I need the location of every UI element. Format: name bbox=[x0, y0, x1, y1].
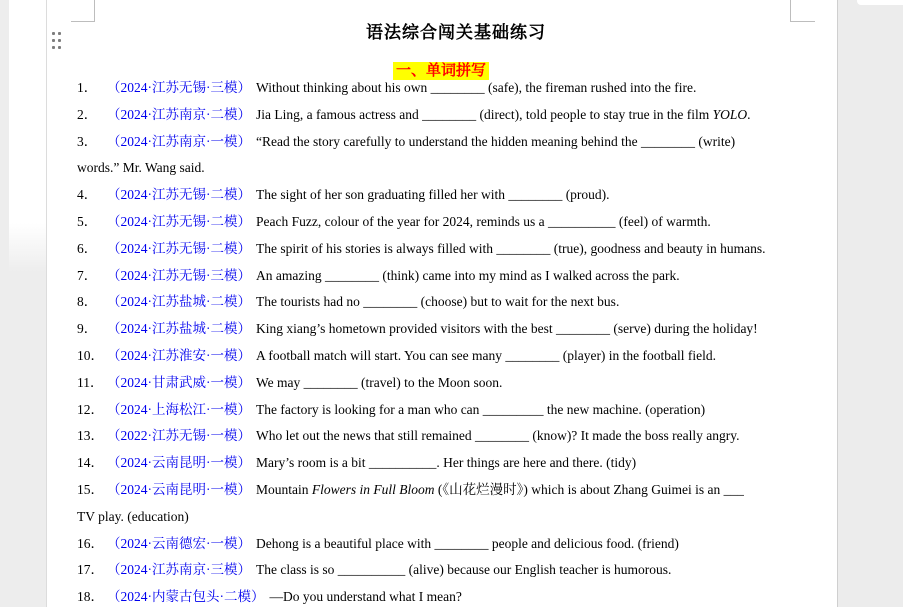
exam-source-tag: （2024·甘肃武威·一模） bbox=[107, 374, 251, 390]
item-number: 1． bbox=[77, 80, 98, 95]
exercise-item-3[interactable] bbox=[77, 129, 791, 156]
exercise-item-9[interactable] bbox=[77, 316, 791, 343]
exam-source-tag: （2024·江苏南京·三模） bbox=[107, 562, 251, 578]
item-number: 14． bbox=[77, 455, 104, 471]
exercise-item-17[interactable] bbox=[77, 557, 791, 584]
item-number: 6． bbox=[77, 240, 98, 256]
exercise-line bbox=[77, 263, 680, 290]
item-text: Without thinking about his own ________ (safe), the fireman rushed into the fire. bbox=[256, 80, 697, 95]
item-text: Jia Ling, a famous actress and ________ (direct), told people to stay true in the film bbox=[256, 106, 713, 122]
exercise-line bbox=[77, 155, 205, 182]
document-page[interactable] bbox=[46, 0, 838, 607]
exercise-item-2[interactable] bbox=[77, 102, 791, 129]
item-text: Mountain bbox=[256, 481, 312, 497]
drag-handle-icon[interactable] bbox=[52, 32, 66, 50]
item-number: 12． bbox=[77, 401, 104, 417]
item-text: We may ________ (travel) to the Moon soon. bbox=[256, 374, 503, 390]
exercise-item-13[interactable] bbox=[77, 423, 791, 450]
exam-source-tag: （2024·云南昆明·一模） bbox=[107, 481, 251, 497]
exercise-line bbox=[77, 557, 671, 584]
left-margin-area bbox=[0, 0, 46, 607]
exercise-line bbox=[77, 75, 696, 102]
crop-mark-top-left-icon bbox=[71, 0, 95, 22]
exam-source-tag: （2024·江苏淮安·一模） bbox=[107, 347, 251, 363]
item-number: 4． bbox=[77, 187, 98, 203]
exercise-item-11[interactable] bbox=[77, 370, 791, 397]
item-number: 7． bbox=[77, 267, 98, 283]
exercise-item-12[interactable] bbox=[77, 397, 791, 424]
exam-source-tag: （2024·云南昆明·一模） bbox=[107, 455, 251, 471]
exam-source-tag: （2024·江苏无锡·二模） bbox=[107, 213, 251, 229]
item-number: 16． bbox=[77, 535, 104, 551]
left-margin-white-panel bbox=[9, 0, 46, 272]
exercise-item-3-continued[interactable] bbox=[77, 155, 791, 182]
exam-source-tag: （2024·江苏盐城·二模） bbox=[107, 294, 251, 310]
exercise-item-7[interactable] bbox=[77, 263, 791, 290]
exercise-item-10[interactable] bbox=[77, 343, 791, 370]
item-text: An amazing ________ (think) came into my mind as I walked across the park. bbox=[256, 267, 680, 283]
item-number: 3． bbox=[77, 133, 98, 149]
item-text: YOLO bbox=[712, 106, 748, 122]
exercise-item-14[interactable] bbox=[77, 450, 791, 477]
exercise-line bbox=[77, 584, 462, 607]
exercise-line bbox=[77, 423, 740, 450]
exam-source-tag: （2024·上海松江·一模） bbox=[107, 401, 251, 417]
exercise-line bbox=[77, 370, 502, 397]
page-title: 语法综合闯关基础练习 bbox=[366, 23, 546, 42]
exercise-line bbox=[77, 102, 751, 129]
item-number: 13． bbox=[77, 428, 104, 444]
item-number: 9． bbox=[77, 321, 98, 337]
exam-source-tag: （2024·江苏无锡·三模） bbox=[107, 80, 251, 95]
item-text: words.” Mr. Wang said. bbox=[77, 160, 205, 176]
exam-source-tag: （2024·江苏南京·一模） bbox=[107, 133, 251, 149]
exercise-line bbox=[77, 316, 758, 343]
exercise-line bbox=[77, 343, 716, 370]
item-text: “Read the story carefully to understand the hidden meaning behind the ________ (write) bbox=[256, 133, 736, 149]
item-text: The class is so __________ (alive) because our English teacher is humorous. bbox=[256, 562, 672, 578]
item-text: King xiang’s hometown provided visitors with the best ________ (serve) during the holiday! bbox=[256, 321, 758, 337]
exam-source-tag: （2022·江苏无锡·一模） bbox=[107, 428, 251, 444]
exercise-line bbox=[77, 209, 711, 236]
item-number: 15． bbox=[77, 481, 104, 497]
item-text: Who let out the news that still remained ________ (know)? It made the boss really angry. bbox=[256, 428, 740, 444]
exercise-item-1[interactable] bbox=[77, 75, 791, 102]
exercise-line bbox=[77, 236, 766, 263]
item-text: TV play. (education) bbox=[77, 508, 189, 524]
exercise-line bbox=[77, 450, 636, 477]
exercise-item-4[interactable] bbox=[77, 182, 791, 209]
exercise-item-16[interactable] bbox=[77, 531, 791, 558]
item-number: 10． bbox=[77, 347, 104, 363]
exercise-item-15-continued[interactable] bbox=[77, 504, 791, 531]
section-heading-highlight: 一、单词拼写 bbox=[393, 62, 489, 80]
item-number: 11． bbox=[77, 374, 104, 390]
item-text: (《山花烂漫时》) which is about Zhang Guimei is an ___ bbox=[434, 481, 744, 497]
exercise-list bbox=[77, 75, 791, 607]
item-number: 8． bbox=[77, 294, 98, 310]
exercise-item-6[interactable] bbox=[77, 236, 791, 263]
exercise-line bbox=[77, 477, 744, 504]
top-right-panel-corner bbox=[857, 0, 906, 5]
item-text: . bbox=[747, 106, 751, 122]
item-number: 5． bbox=[77, 213, 98, 229]
exercise-line bbox=[77, 129, 735, 156]
item-text: A football match will start. You can see many ________ (player) in the football field. bbox=[256, 347, 717, 363]
exam-source-tag: （2024·江苏无锡·三模） bbox=[107, 267, 251, 283]
exercise-line bbox=[77, 531, 679, 558]
exam-source-tag: （2024·江苏南京·二模） bbox=[107, 106, 251, 122]
right-app-background bbox=[838, 0, 906, 607]
exercise-line bbox=[77, 504, 189, 531]
exercise-item-5[interactable] bbox=[77, 209, 791, 236]
exercise-item-8[interactable] bbox=[77, 289, 791, 316]
exam-source-tag: （2024·内蒙古包头·二模） bbox=[107, 589, 265, 605]
item-text: Dehong is a beautiful place with ________ people and delicious food. (friend) bbox=[256, 535, 679, 551]
exercise-item-18[interactable] bbox=[77, 584, 791, 607]
item-text: The tourists had no ________ (choose) but to wait for the next bus. bbox=[256, 294, 620, 310]
item-text: The spirit of his stories is always filled with ________ (true), goodness and beauty in humans. bbox=[256, 240, 766, 256]
item-text: The factory is looking for a man who can _________ the new machine. (operation) bbox=[256, 401, 706, 417]
exercise-line bbox=[77, 397, 705, 424]
item-text: The sight of her son graduating filled her with ________ (proud). bbox=[256, 187, 610, 203]
exam-source-tag: （2024·江苏盐城·二模） bbox=[107, 321, 251, 337]
item-text: Peach Fuzz, colour of the year for 2024, reminds us a __________ (feel) of warmth. bbox=[256, 213, 711, 229]
exercise-item-15[interactable] bbox=[77, 477, 791, 504]
item-text: Flowers in Full Bloom bbox=[311, 481, 435, 497]
exercise-line bbox=[77, 289, 619, 316]
item-number: 2． bbox=[77, 106, 98, 122]
item-number: 18． bbox=[77, 589, 104, 605]
exercise-line bbox=[77, 182, 610, 209]
exam-source-tag: （2024·云南德宏·一模） bbox=[107, 535, 251, 551]
item-text: Mary’s room is a bit __________. Her things are here and there. (tidy) bbox=[256, 455, 637, 471]
exam-source-tag: （2024·江苏无锡·二模） bbox=[107, 187, 251, 203]
exam-source-tag: （2024·江苏无锡·二模） bbox=[107, 240, 251, 256]
item-text: —Do you understand what I mean? bbox=[269, 589, 462, 605]
item-number: 17． bbox=[77, 562, 104, 578]
